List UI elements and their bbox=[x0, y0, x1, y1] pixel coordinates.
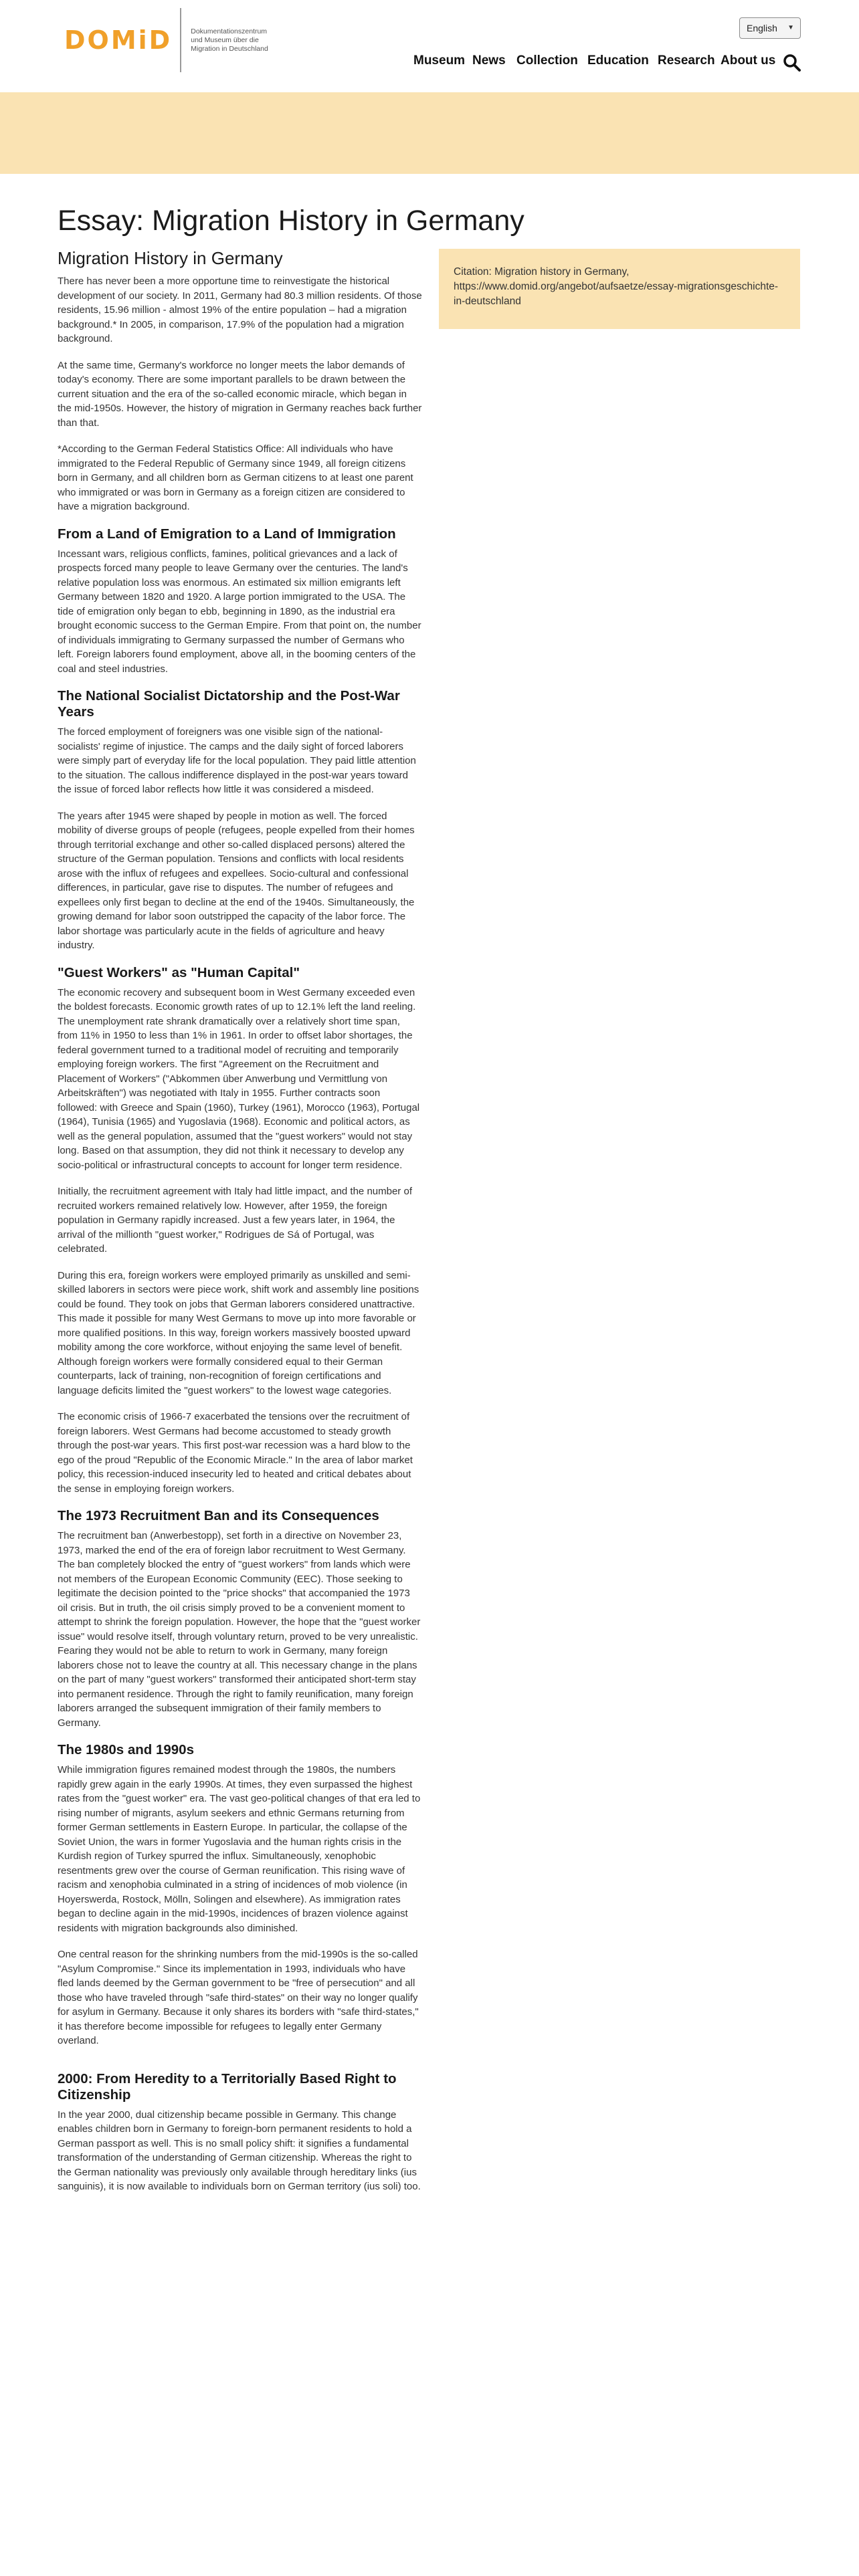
section-paragraph: The recruitment ban (Anwerbestopp), set forth in a directive on November 23, 1973, marked the end of the era of foreign labor recruitment to West Germany. The ban completely blocked the entry of "guest workers" from lands which were not members of the European Economic Community (EEC). Those seeking to legitimate the decision pointed to the "price shocks" that accompanied the 1973 oil crisis. But in truth, the oil crisis simply proved to be a convenient moment to attempt to shrink the foreign population. However, the hope that the "guest worker issue" would resolve itself, through voluntary return, proved to be very unrealistic. Fearing they would not be able to return to work in Germany, many foreign laborers chose not to leave the country at all. This necessary change in the plans on the part of many "guest workers" transformed their anticipated short-term stay into permanent residence. Through the right to family reunification, many foreign laborers arranged the subsequent immigration of their family members to Germany. bbox=[58, 1530, 421, 1729]
section-heading: The 1973 Recruitment Ban and its Consequences bbox=[58, 1508, 379, 1523]
language-select[interactable] bbox=[739, 17, 801, 39]
section-paragraph: The forced employment of foreigners was one visible sign of the national-socialists' regime of injustice. The camps and the daily sight of forced laborers were simply part of everyday life for the local population. They paid little attention to the situation. The callous indifference displayed in the post-war years toward the issue of forced labor reflects how little it was considered a misdeed. bbox=[58, 726, 416, 795]
footnote-paragraph: *According to the German Federal Statistics Office: All individuals who have immigrated to the Federal Republic of Germany since 1949, all foreign citizens born in Germany, and all children born as German citizens to at least one parent who immigrated or was born in Germany as a foreign citizen are considered to have a migration background. bbox=[58, 443, 413, 512]
intro-paragraph: At the same time, Germany's workforce no longer meets the labor demands of today's economy. There are some important parallels to be drawn between the current situation and the era of the so-called economic miracle, which began in the mid-1950s. However, the history of migration in Germany reaches back further than that. bbox=[58, 359, 422, 429]
section-heading: From a Land of Emigration to a Land of Immigration bbox=[58, 526, 396, 542]
nav-item-museum[interactable]: Museum bbox=[413, 53, 466, 68]
page-title: Essay: Migration History in Germany bbox=[58, 205, 524, 237]
nav-item-about-us[interactable]: About us bbox=[721, 53, 776, 68]
nav-item-research[interactable]: Research bbox=[658, 53, 715, 68]
section-heading: 2000: From Heredity to a Territorially Based Right to Citizenship bbox=[58, 2070, 397, 2103]
section-paragraph: During this era, foreign workers were employed primarily as unskilled and semi-skilled laborers in sectors were piece work, shift work and assembly line positions could be found. They took on jobs that German laborers considered unattractive. This made it possible for many West Germans to move up into more favorable or more qualified positions. In this way, foreign workers massively boosted upward mobility among the core workforce, without enjoying the same level of benefit. Although foreign workers were formally considered equal to their German counterparts, lack of training, non-recognition of foreign certifications and language deficits limited the "guest workers" to the lowest wage categories. bbox=[58, 1269, 419, 1396]
logo-subtitle-line: und Museum über die bbox=[191, 35, 259, 44]
logo-wordmark: DOMiD bbox=[64, 25, 173, 55]
section-paragraph: The economic crisis of 1966-7 exacerbated the tensions over the recruitment of foreign laborers. West Germans had become accustomed to steady growth through the post-war years. This first post-war recession was a hard blow to the ego of the proud "Republic of the Economic Miracle." In the area of labor market policy, this recession-induced insecurity led to heated and critical debates about the sense in employing foreign workers. bbox=[58, 1411, 413, 1495]
section-heading: The National Socialist Dictatorship and the Post-War Years bbox=[58, 688, 400, 720]
section-paragraph: One central reason for the shrinking numbers from the mid-1990s is the so-called "Asylum Compromise." Since its implementation in 1993, individuals who have fled lands deemed by the German government to be "free of persecution" and all those who have traveled through "safe third-states" on their way no longer qualify for asylum in Germany. Because it only shares its borders with "safe third-states," it has therefore become impossible for refugees to legally enter Germany overland. bbox=[58, 1949, 419, 2046]
section-paragraph: The years after 1945 were shaped by people in motion as well. The forced mobility of diverse groups of people (refugees, people expelled from their homes through territorial exchange and other so-called displaced persons) altered the structure of the German population. Tensions and conflicts with local residents arose with the influx of refugees and expellees. Socio-cultural and confessional differences, in particular, gave rise to disputes. The number of refugees and expellees only first began to decline at the end of the 1940s. Simultaneously, the growing demand for labor soon outstripped the capacity of the labor force. The labor shortage was particularly acute in the fields of agriculture and heavy industry. bbox=[58, 810, 415, 951]
site-header bbox=[0, 0, 859, 92]
nav-item-collection[interactable]: Collection bbox=[516, 53, 578, 68]
logo-subtitle-line: Dokumentationszentrum bbox=[191, 27, 268, 35]
nav-item-education[interactable]: Education bbox=[587, 53, 649, 68]
section-heading: "Guest Workers" as "Human Capital" bbox=[58, 964, 300, 980]
section-paragraph: Initially, the recruitment agreement with Italy had little impact, and the number of recruited workers remained relatively low. However, after 1959, the foreign population in Germany rapidly increased. Just a few years later, in 1964, the arrival of the millionth "guest worker," Rodrigues de Sá of Portugal, was celebrated. bbox=[58, 1186, 412, 1255]
language-select-value: English bbox=[747, 23, 777, 33]
section-paragraph: The economic recovery and subsequent boom in West Germany exceeded even the boldest forecasts. Economic growth rates of up to 12.1% left the land reeling. The unemployment rate shrank dramatically over a relatively short time span, from 11% in 1950 to less than 1% in 1961. In order to offset labor shortages, the federal government turned to a traditional model of recruiting and temporarily employing foreign workers. The first "Agreement on the Recruitment and Placement of Workers" ("Abkommen über Anwerbung und Vermittlung von Arbeitskräften") was negotiated with Italy in 1955. Further contracts soon followed: with Greece and Spain (1960), Turkey (1961), Morocco (1963), Portugal (1964), Tunisia (1965) and Yugoslavia (1968). Economic and political actors, as well as the general population, assumed that the "guest workers" would not stay long. Based on that assumption, they did not think it necessary to develop any socio-political or infrastructural concepts to account for longer term residence. bbox=[58, 986, 420, 1171]
intro-paragraph: There has never been a more opportune time to reinvestigate the historical development of our society. In 2011, Germany had 80.3 million residents. Of those residents, 15.96 million - almost 19% of the entire population – had a migration background.* In 2005, in comparison, 17.9% of the population had a migration background. bbox=[58, 276, 422, 344]
hero-banner bbox=[0, 92, 859, 174]
article-heading: Migration History in Germany bbox=[58, 248, 283, 268]
logo-subtitle-line: Migration in Deutschland bbox=[191, 44, 268, 53]
section-paragraph: In the year 2000, dual citizenship became possible in Germany. This change enables children born in Germany to foreign-born permanent residents to hold a German passport as well. This is no small policy shift: it signifies a fundamental transformation of the understanding of German citizenship. Whereas the right to the German nationality was previously only available through hereditary links (ius sanguinis), it is now available to individuals born on German territory (ius soli) too. bbox=[58, 2109, 421, 2192]
main-nav bbox=[0, 53, 803, 74]
section-heading: The 1980s and 1990s bbox=[58, 1742, 194, 1757]
section-paragraph: While immigration figures remained modest through the 1980s, the numbers rapidly grew again in the early 1990s. At times, they even surpassed the highest rates from the "guest worker" era. The vast geo-political changes of that era led to rising number of migrants, asylum seekers and ethnic Germans returning from former German settlements in Eastern Europe. In particular, the collapse of the Soviet Union, the wars in former Yugoslavia and the human rights crisis in the Kurdish region of Turkey spurred the influx. Simultaneously, xenophobic resentments grew over the course of German reunification. This rising wave of racism and xenophobia culminated in a string of incidences of mob violence (in Hoyerswerda, Rostock, Mölln, Solingen and elsewhere). As immigration rates began to decline again in the mid-1990s, incidences of brazen violence against residents with migration backgrounds also diminished. bbox=[58, 1764, 421, 1934]
section-paragraph: Incessant wars, religious conflicts, famines, political grievances and a lack of prospects forced many people to leave Germany over the centuries. The land's relative population loss was enormous. An estimated six million emigrants left Germany between 1820 and 1920. A large portion immigrated to the USA. The tide of emigration only began to ebb, beginning in 1890, as the industrial era brought economic success to the German Empire. From that point on, the number of individuals immigrating to Germany surpassed the number of Germans who left. Foreign laborers found employment, above all, in the booming centers of the coal and steel industries. bbox=[58, 548, 421, 675]
essay-article bbox=[58, 247, 422, 2206]
chevron-down-icon: ▼ bbox=[787, 24, 794, 31]
nav-item-news[interactable]: News bbox=[472, 53, 506, 68]
search-icon[interactable] bbox=[783, 53, 801, 72]
citation-box: Citation: Migration history in Germany, https://www.domid.org/angebot/aufsaetze/essay-migrationsgeschichte-in-deutschland bbox=[439, 249, 800, 329]
logo-subtitle bbox=[191, 27, 278, 53]
